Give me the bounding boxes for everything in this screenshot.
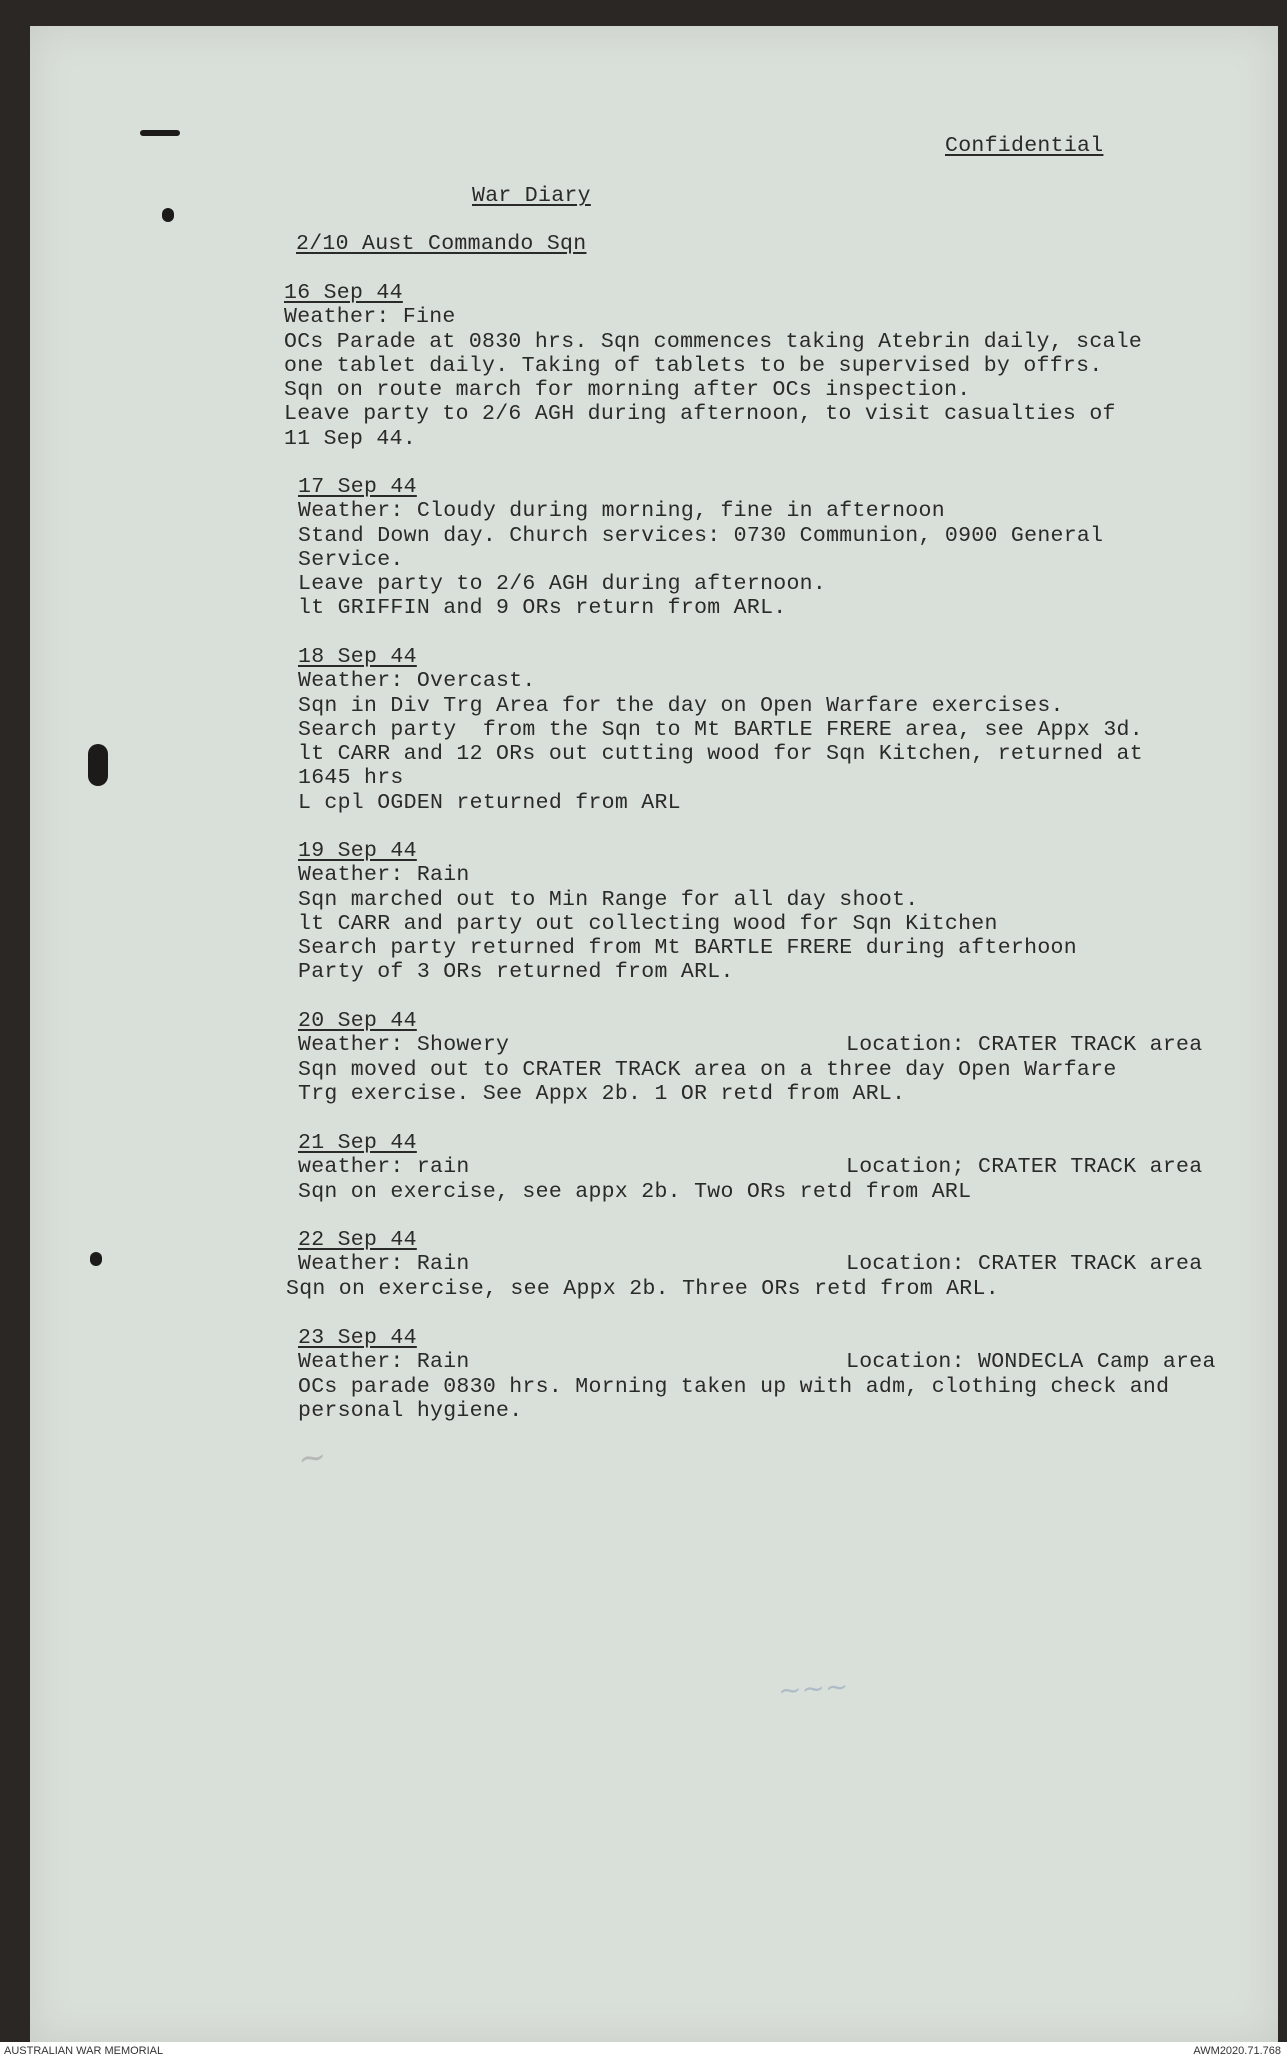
diary-entry — [284, 281, 1142, 451]
entry-text-line: Stand Down day. Church services: 0730 Communion, 0900 General — [298, 523, 1104, 548]
pencil-mark: ~~~ — [776, 1669, 850, 1708]
entry-date: 20 Sep 44 — [298, 1009, 417, 1033]
entry-weather — [298, 1252, 1203, 1277]
entry-text-line: 1645 hrs — [298, 766, 404, 791]
entry-text-line: personal hygiene. — [298, 1398, 523, 1423]
entry-date: 17 Sep 44 — [298, 475, 417, 499]
footer-accession-number: AWM2020.71.768 — [1193, 2045, 1281, 2057]
entry-weather — [284, 305, 1142, 329]
entry-date: 16 Sep 44 — [284, 281, 403, 305]
entry-date: 19 Sep 44 — [298, 839, 417, 863]
weather-text: Weather: Rain — [298, 1350, 470, 1375]
diary-entry — [298, 1326, 1216, 1423]
entry-text-line: Sqn on exercise, see appx 2b. Two ORs retd from ARL — [298, 1179, 972, 1204]
entry-text-line: L cpl OGDEN returned from ARL — [298, 790, 681, 815]
weather-text: Weather: Fine — [284, 305, 456, 330]
entry-text-line: Trg exercise. See Appx 2b. 1 OR retd from ARL. — [298, 1081, 906, 1106]
weather-text: Weather: Cloudy during morning, fine in afternoon — [298, 499, 945, 524]
entry-text-line: one tablet daily. Taking of tablets to be supervised by offrs. — [284, 353, 1103, 378]
weather-text: Weather: Overcast. — [298, 669, 536, 694]
pencil-mark: ~ — [295, 1436, 330, 1480]
entry-text-line: Sqn on route march for morning after OCs inspection. — [284, 378, 971, 403]
entry-text-line: OCs Parade at 0830 hrs. Sqn commences taking Atebrin daily, scale — [284, 329, 1143, 354]
entry-weather — [298, 1155, 1203, 1180]
classification-label: Confidential — [945, 134, 1104, 158]
diary-entry — [298, 839, 1077, 985]
entry-text-line: Search party from the Sqn to Mt BARTLE FRERE area, see Appx 3d. — [298, 717, 1143, 742]
punch-hole-mark — [162, 208, 174, 222]
entry-date: 18 Sep 44 — [298, 645, 417, 669]
punch-hole-mark — [90, 1252, 102, 1266]
document-page — [30, 26, 1278, 2042]
entry-text-line: Search party returned from Mt BARTLE FRERE during afterhoon — [298, 936, 1077, 961]
unit-name: 2/10 Aust Commando Sqn — [296, 232, 587, 256]
entry-text-line: lt GRIFFIN and 9 ORs return from ARL. — [298, 596, 787, 621]
weather-text: Weather: Rain — [298, 1252, 470, 1277]
entry-location: Location: WONDECLA Camp area — [846, 1350, 1216, 1375]
entry-date: 21 Sep 44 — [298, 1131, 417, 1155]
entry-text-line: Sqn in Div Trg Area for the day on Open Warfare exercises. — [298, 693, 1064, 718]
entry-weather — [298, 669, 1143, 693]
entry-text-line: lt CARR and 12 ORs out cutting wood for Sqn Kitchen, returned at — [298, 742, 1143, 767]
document-title: War Diary — [472, 184, 591, 208]
entry-text-line: Party of 3 ORs returned from ARL. — [298, 960, 734, 985]
entry-text-line: Leave party to 2/6 AGH during afternoon, to visit casualties of — [284, 402, 1116, 427]
entry-text-line: Service. — [298, 547, 404, 572]
entry-weather — [298, 1350, 1216, 1375]
footer-institution: AUSTRALIAN WAR MEMORIAL — [4, 2045, 164, 2057]
entry-text-line: Sqn moved out to CRATER TRACK area on a three day Open Warfare — [298, 1057, 1117, 1082]
entry-weather — [298, 499, 1103, 523]
punch-hole-mark — [88, 744, 108, 786]
entry-location: Location: CRATER TRACK area — [846, 1252, 1203, 1277]
diary-entry — [298, 475, 1103, 621]
diary-entry — [298, 1009, 1203, 1106]
weather-text: weather: rain — [298, 1155, 470, 1180]
weather-text: Weather: Showery — [298, 1033, 510, 1058]
entry-date: 22 Sep 44 — [298, 1228, 417, 1252]
entry-text-line: Leave party to 2/6 AGH during afternoon. — [298, 572, 827, 597]
entry-weather — [298, 863, 1077, 887]
entry-text-line: Sqn on exercise, see Appx 2b. Three ORs retd from ARL. — [286, 1276, 999, 1301]
entry-weather — [298, 1033, 1203, 1058]
diary-entry — [286, 1228, 1203, 1301]
archive-footer — [0, 2042, 1287, 2061]
entry-text-line: 11 Sep 44. — [284, 426, 417, 451]
punch-hole-mark — [140, 130, 180, 136]
weather-text: Weather: Rain — [298, 863, 470, 888]
entry-location: Location: CRATER TRACK area — [846, 1033, 1203, 1058]
diary-entry — [298, 1131, 1203, 1204]
entry-location: Location; CRATER TRACK area — [846, 1155, 1203, 1180]
entry-text-line: Sqn marched out to Min Range for all day shoot. — [298, 887, 919, 912]
entry-text-line: lt CARR and party out collecting wood for Sqn Kitchen — [298, 911, 998, 936]
entry-date: 23 Sep 44 — [298, 1326, 417, 1350]
entry-text-line: OCs parade 0830 hrs. Morning taken up with adm, clothing check and — [298, 1374, 1170, 1399]
diary-entry — [298, 645, 1143, 815]
